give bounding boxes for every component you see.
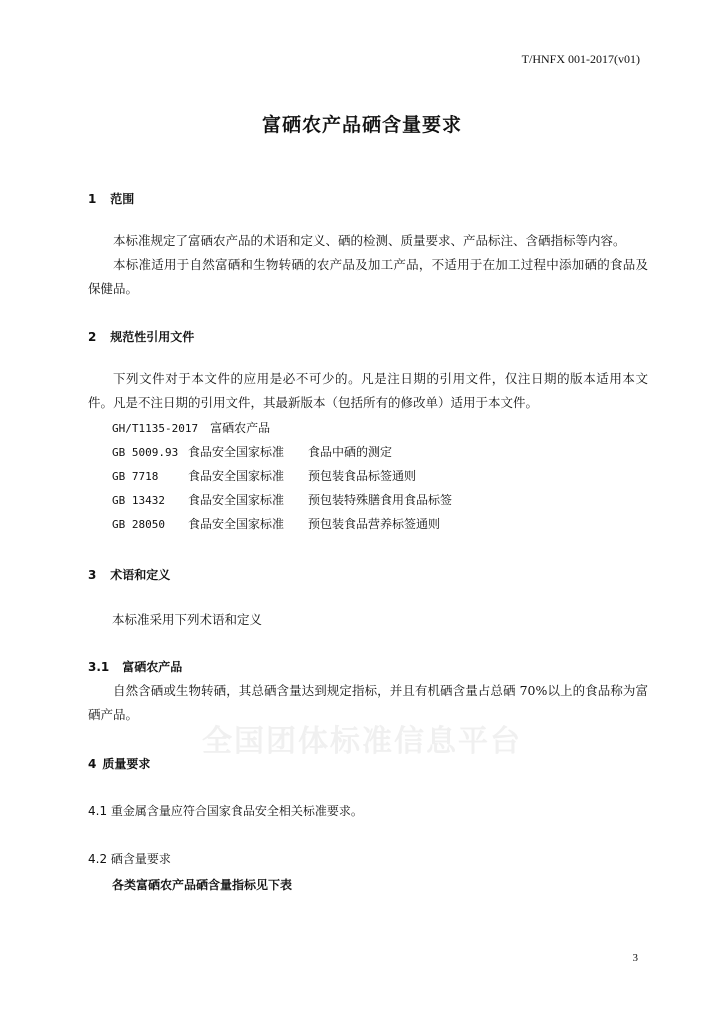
reference-code: GB 7718 (112, 470, 159, 483)
section-3-1-heading (88, 658, 182, 675)
paragraph: 自然含硒或生物转硒，其总硒含量达到规定指标，并且有机硒含量占总硒 70%以上的食品称为富硒产品。 (88, 683, 648, 722)
reference-name: 食品安全国家标准 (188, 493, 285, 507)
reference-name: 食品安全国家标准 (188, 469, 285, 483)
page-number: 3 (632, 952, 638, 964)
reference-desc: 食品中硒的测定 (308, 445, 393, 459)
document-id: T/HNFX 001-2017(v01) (521, 52, 640, 66)
reference-row (112, 443, 392, 460)
section-title: 术语和定义 (110, 568, 171, 582)
document-title: 富硒农产品硒含量要求 (261, 114, 462, 136)
section-4-heading (88, 755, 150, 772)
reference-row (112, 515, 440, 532)
section-1-heading (88, 190, 134, 207)
reference-code: GB 13432 (112, 494, 165, 507)
section-number: 4 (88, 757, 97, 771)
section-title: 范围 (110, 192, 135, 206)
reference-desc: 预包装食品标签通则 (308, 469, 417, 483)
reference-row (112, 467, 416, 484)
reference-code: GB 28050 (112, 518, 165, 531)
reference-desc: 预包装食品营养标签通则 (308, 517, 441, 531)
section-3-body: 本标准采用下列术语和定义 (112, 612, 263, 627)
section-number: 3 (88, 568, 97, 582)
reference-code: GH/T1135-2017 (112, 422, 199, 435)
section-number: 3.1 (88, 660, 110, 674)
section-2-heading (88, 328, 194, 345)
reference-row (112, 491, 452, 508)
section-2-body (88, 367, 648, 415)
reference-name: 食品安全国家标准 (188, 445, 285, 459)
paragraph: 下列文件对于本文件的应用是必不可少的。凡是注日期的引用文件，仅注日期的版本适用本文件。凡是不注日期的引用文件，其最新版本（包括所有的修改单）适用于本文件。 (88, 371, 648, 410)
section-1-body (88, 229, 648, 301)
section-4-1-text: 4.1 重金属含量应符合国家食品安全相关标准要求。 (88, 804, 363, 818)
reference-desc: 预包装特殊膳食用食品标签 (308, 493, 453, 507)
section-3-1-body (88, 679, 648, 727)
reference-code: GB 5009.93 (112, 446, 179, 459)
section-4-2-heading: 4.2 硒含量要求 (88, 852, 171, 866)
paragraph: 本标准规定了富硒农产品的术语和定义、硒的检测、质量要求、产品标注、含硒指标等内容。 (113, 233, 626, 248)
watermark: 全国团体标准信息平台 (202, 724, 522, 759)
reference-name: 食品安全国家标准 (188, 517, 285, 531)
section-number: 2 (88, 330, 97, 344)
paragraph: 本标准适用于自然富硒和生物转硒的农产品及加工产品，不适用于在加工过程中添加硒的食品及保健品。 (88, 257, 648, 296)
section-number: 1 (88, 192, 97, 206)
section-title: 规范性引用文件 (110, 330, 195, 344)
section-3-heading (88, 566, 170, 583)
section-title: 富硒农产品 (122, 660, 183, 674)
reference-name: 富硒农产品 (210, 421, 271, 435)
reference-row (112, 419, 270, 436)
section-title: 质量要求 (102, 757, 151, 771)
section-4-2-body: 各类富硒农产品硒含量指标见下表 (112, 878, 293, 892)
